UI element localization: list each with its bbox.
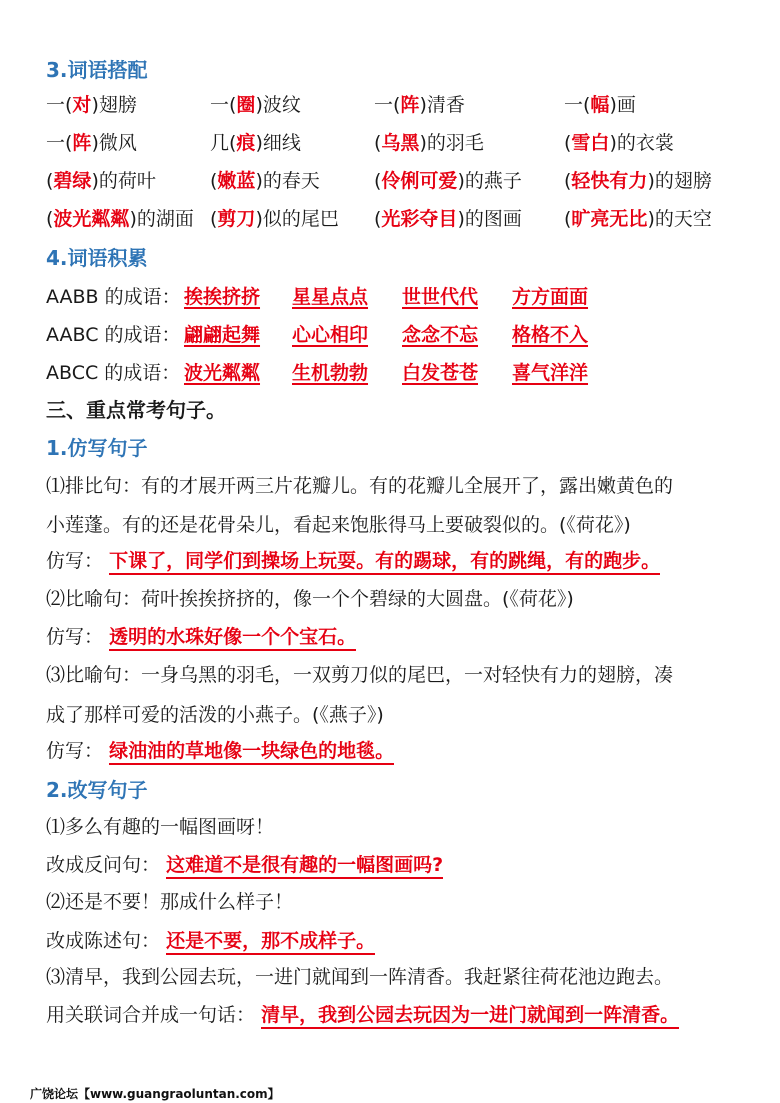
word-match-row <box>46 128 746 158</box>
match-text: )的图画 <box>457 208 522 230</box>
idiom-answer: 喜气洋洋 <box>512 362 589 384</box>
word-match-item <box>564 204 712 234</box>
match-text: )的荷叶 <box>91 170 156 192</box>
match-text: 几( <box>210 132 237 154</box>
section-3-title: 3.词语搭配 <box>46 58 148 82</box>
sub-2-title: 2.改写句子 <box>46 778 148 802</box>
word-match-item <box>210 90 301 120</box>
idiom-answer: 白发苍苍 <box>402 362 479 384</box>
match-text: )的春天 <box>255 170 320 192</box>
match-answer: 光彩夺目 <box>381 208 458 230</box>
match-text: )的燕子 <box>457 170 522 192</box>
word-match-item <box>46 166 156 196</box>
idiom-label: AABC 的成语： <box>46 324 181 346</box>
r1-text-line1: ⑴多么有趣的一幅图画呀！ <box>46 816 275 838</box>
match-text: ( <box>46 170 54 192</box>
word-match-item <box>46 90 137 120</box>
r3-label: 用关联词合并成一句话： <box>46 1004 256 1026</box>
idiom-answer: 生机勃勃 <box>292 362 369 384</box>
match-text: )波纹 <box>255 94 301 116</box>
match-text: ( <box>210 170 218 192</box>
r2-text-line1: ⑵还是不要！那成什么样子！ <box>46 891 294 913</box>
idiom-answer: 格格不入 <box>512 324 589 346</box>
r3-answer-line <box>46 1000 679 1030</box>
q2-label: 仿写： <box>46 626 104 648</box>
match-answer: 伶俐可爱 <box>381 170 458 192</box>
footer-watermark: 广饶论坛【www.guangraoluntan.com】 <box>30 1087 280 1101</box>
match-answer: 乌黑 <box>381 132 420 154</box>
match-text: ( <box>564 132 572 154</box>
match-answer: 碧绿 <box>53 170 92 192</box>
match-text: )的天空 <box>647 208 712 230</box>
match-text: )微风 <box>91 132 137 154</box>
word-match-row <box>46 90 746 120</box>
section-4-title: 4.词语积累 <box>46 246 148 270</box>
r1-answer: 这难道不是很有趣的一幅图画吗? <box>166 854 443 879</box>
match-text: ( <box>374 132 382 154</box>
idiom-answer: 方方面面 <box>512 286 589 308</box>
q3-text-line2: 成了那样可爱的活泼的小燕子。(《燕子》) <box>46 704 384 726</box>
word-match-row <box>46 204 746 234</box>
idiom-label: ABCC 的成语： <box>46 362 181 384</box>
word-match-item <box>374 128 484 158</box>
match-text: 一( <box>564 94 591 116</box>
match-text: ( <box>210 208 218 230</box>
match-answer: 阵 <box>72 132 92 154</box>
match-answer: 对 <box>72 94 92 116</box>
match-text: )翅膀 <box>91 94 137 116</box>
idiom-row <box>46 320 746 350</box>
match-answer: 轻快有力 <box>571 170 648 192</box>
match-text: 一( <box>374 94 401 116</box>
idiom-row <box>46 282 746 312</box>
word-match-item <box>374 204 522 234</box>
word-match-item <box>210 128 301 158</box>
match-answer: 阵 <box>400 94 420 116</box>
word-match-item <box>374 90 465 120</box>
r1-answer-line <box>46 850 443 880</box>
idiom-answer: 念念不忘 <box>402 324 479 346</box>
q1-text-line1: ⑴排比句：有的才展开两三片花瓣儿。有的花瓣儿全展开了，露出嫩黄色的 <box>46 475 674 497</box>
match-text: ( <box>564 208 572 230</box>
match-text: )的湖面 <box>129 208 194 230</box>
match-text: )似的尾巴 <box>255 208 339 230</box>
word-match-item <box>46 128 137 158</box>
match-text: )清香 <box>419 94 465 116</box>
q2-text-line1: ⑵比喻句：荷叶挨挨挤挤的，像一个个碧绿的大圆盘。(《荷花》) <box>46 588 574 610</box>
r2-answer-line <box>46 926 375 956</box>
r3-answer: 清早，我到公园去玩因为一进门就闻到一阵清香。 <box>261 1004 679 1029</box>
match-text: ( <box>374 170 382 192</box>
match-text: 一( <box>46 132 73 154</box>
q3-label: 仿写： <box>46 740 104 762</box>
match-answer: 雪白 <box>571 132 610 154</box>
match-answer: 痕 <box>236 132 256 154</box>
part-3-title: 三、重点常考句子。 <box>46 398 226 422</box>
q1-text-line2: 小莲蓬。有的还是花骨朵儿，看起来饱胀得马上要破裂似的。(《荷花》) <box>46 514 631 536</box>
match-text: )的翅膀 <box>647 170 712 192</box>
idiom-label: AABB 的成语： <box>46 286 181 308</box>
match-text: ( <box>564 170 572 192</box>
word-match-item <box>564 128 674 158</box>
r2-answer: 还是不要，那不成样子。 <box>166 930 375 955</box>
match-answer: 嫩蓝 <box>217 170 256 192</box>
match-answer: 幅 <box>590 94 610 116</box>
q3-text-line1: ⑶比喻句：一身乌黑的羽毛，一双剪刀似的尾巴，一对轻快有力的翅膀，凑 <box>46 664 674 686</box>
r3-text-line1: ⑶清早，我到公园去玩，一进门就闻到一阵清香。我赶紧往荷花池边跑去。 <box>46 966 674 988</box>
match-text: )细线 <box>255 132 301 154</box>
sub-1-title: 1.仿写句子 <box>46 436 148 460</box>
idiom-answer: 世世代代 <box>402 286 479 308</box>
match-text: )画 <box>609 94 636 116</box>
idiom-answer: 挨挨挤挤 <box>184 286 261 308</box>
q2-answer: 透明的水珠好像一个个宝石。 <box>109 626 356 651</box>
word-match-item <box>374 166 522 196</box>
q3-answer-line <box>46 736 394 766</box>
match-text: )的衣裳 <box>609 132 674 154</box>
word-match-item <box>564 166 712 196</box>
word-match-row <box>46 166 746 196</box>
idiom-answer: 心心相印 <box>292 324 369 346</box>
match-text: ( <box>46 208 54 230</box>
match-answer: 波光粼粼 <box>53 208 130 230</box>
idiom-answer: 星星点点 <box>292 286 369 308</box>
r2-label: 改成陈述句： <box>46 930 161 952</box>
match-answer: 剪刀 <box>217 208 256 230</box>
match-text: 一( <box>210 94 237 116</box>
match-answer: 旷亮无比 <box>571 208 648 230</box>
idiom-answer: 波光粼粼 <box>184 362 261 384</box>
word-match-item <box>210 166 320 196</box>
match-answer: 圈 <box>236 94 256 116</box>
q1-answer-line <box>46 546 660 576</box>
q1-answer: 下课了，同学们到操场上玩耍。有的踢球，有的跳绳，有的跑步。 <box>109 550 660 575</box>
idiom-answer: 翩翩起舞 <box>184 324 261 346</box>
match-text: )的羽毛 <box>419 132 484 154</box>
q3-answer: 绿油油的草地像一块绿色的地毯。 <box>109 740 394 765</box>
q2-answer-line <box>46 622 356 652</box>
r1-label: 改成反问句： <box>46 854 161 876</box>
word-match-item <box>564 90 636 120</box>
match-text: ( <box>374 208 382 230</box>
word-match-item <box>210 204 339 234</box>
q1-label: 仿写： <box>46 550 104 572</box>
word-match-item <box>46 204 194 234</box>
idiom-row <box>46 358 746 388</box>
match-text: 一( <box>46 94 73 116</box>
